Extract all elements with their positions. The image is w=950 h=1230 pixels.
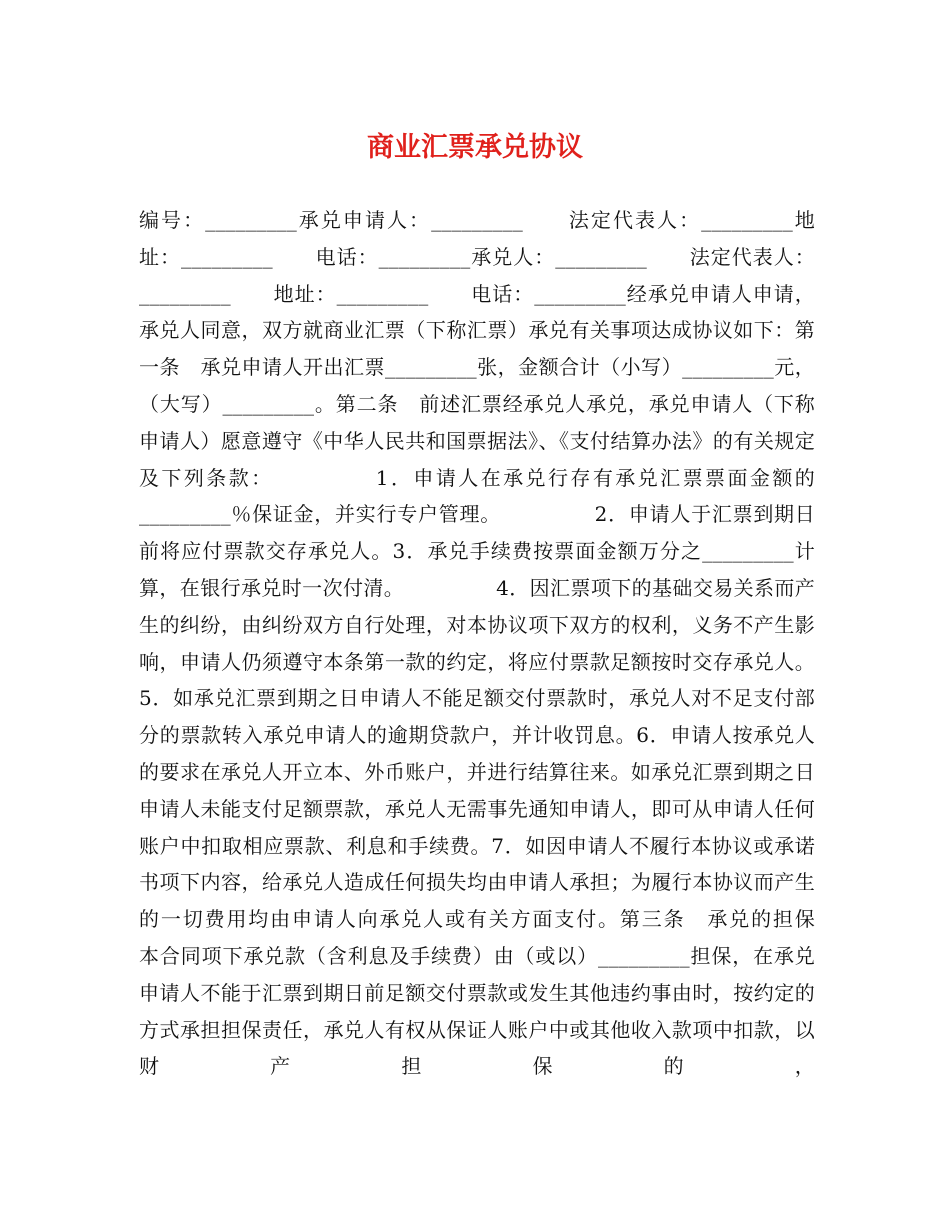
agreement-body-text: 编号：_________承兑申请人：_________ 法定代表人：_________地址：_________ 电话：_________承兑人：_________ 法定代表人：_________ 地址：_________ 电话：_________经承兑申请人申请，承兑人同意，双方就商业汇票（下称汇票）承兑有关事项达成协议如下：第一条 承兑申请人开出汇票_________张，金额合计（小写）_________元，（大写）_________。第二条 前述汇票经承兑人承兑，承兑申请人（下称申请人）愿意遵守《中华人民共和国票据法》、《支付结算办法》的有关规定及下列条款： 1．申请人在承兑行存有承兑汇票票面金额的_________％保证金，并实行专户管理。 2．申请人于汇票到期日前将应付票款交存承兑人。3．承兑手续费按票面金额万分之_________计算，在银行承兑时一次付清。 4．因汇票项下的基础交易关系而产生的纠纷，由纠纷双方自行处理，对本协议项下双方的权利，义务不产生影响，申请人仍须遵守本条第一款的约定，将应付票款足额按时交存承兑人。5．如承兑汇票到期之日申请人不能足额交付票款时，承兑人对不足支付部分的票款转入承兑申请人的逾期贷款户，并计收罚息。6．申请人按承兑人的要求在承兑人开立本、外币账户，并进行结算往来。如承兑汇票到期之日申请人未能支付足额票款，承兑人无需事先通知申请人，即可从申请人任何账户中扣取相应票款、利息和手续费。7．如因申请人不履行本协议或承诺书项下内容，给承兑人造成任何损失均由申请人承担；为履行本协议而产生的一切费用均由申请人向承兑人或有关方面支付。第三条 承兑的担保 本合同项下承兑款（含利息及手续费）由（或以）_________担保，在承兑申请人不能于汇票到期日前足额交付票款或发生其他违约事由时，按约定的方式承担担保责任，承兑人有权从保证人账户中或其他收入款项中扣款，以财产担保的， xyxy=(139,208,856,1079)
document-title: 商业汇票承兑协议 xyxy=(367,132,583,163)
